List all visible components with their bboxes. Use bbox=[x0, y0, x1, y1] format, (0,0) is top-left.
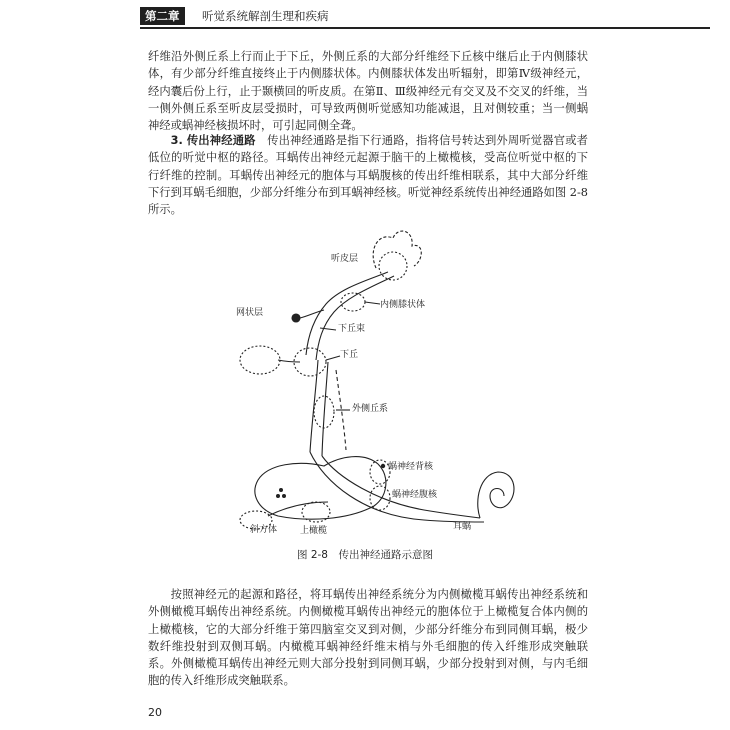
label-inferior-colliculus-tract: 下丘束 bbox=[338, 324, 366, 334]
label-superior-olive: 上橄榄 bbox=[300, 526, 328, 536]
label-reticular: 网状层 bbox=[236, 308, 264, 318]
page-number: 20 bbox=[148, 706, 162, 719]
label-cochlea: 耳蜗 bbox=[453, 522, 472, 532]
label-auditory-cortex: 听皮层 bbox=[331, 254, 359, 264]
efferent-pathway-figure bbox=[228, 220, 518, 540]
paragraph-3: 按照神经元的起源和路径，将耳蜗传出神经系统分为内侧橄榄耳蜗传出神经系统和外侧橄榄耳蜗传出神经系统。内侧橄榄耳蜗传出神经元的胞体位于上橄榄复合体内侧的上橄榄核，它的大部分纤维于第四脑室交叉到对侧，少部分纤维分布到同侧耳蜗，极少数纤维投射到双侧耳蜗。内橄榄耳蜗神经纤维末梢与外毛细胞的传入纤维形成突触联系。外侧橄榄耳蜗传出神经元则大部分投射到同侧耳蜗，少部分投射到对侧，与内毛细胞的传入纤维形成突触联系。 bbox=[148, 588, 588, 688]
label-dorsal-cochlear-nucleus: 蜗神经背核 bbox=[388, 462, 434, 472]
label-lateral-lemniscus: 外侧丘系 bbox=[352, 404, 389, 414]
section-heading-efferent: 3. 传出神经通路 bbox=[170, 134, 256, 147]
figure-caption: 图 2-8 传出神经通路示意图 bbox=[297, 549, 433, 561]
pathway-diagram bbox=[228, 220, 518, 540]
label-ventral-cochlear-nucleus: 蜗神经腹核 bbox=[392, 490, 438, 500]
label-trapezoid-body: 斜方体 bbox=[250, 525, 278, 535]
paragraph-2 bbox=[148, 132, 588, 218]
paragraph-1: 纤维沿外侧丘系上行而止于下丘，外侧丘系的大部分纤维经下丘核中继后止于内侧膝状体，有少部分纤维直接终止于内侧膝状体。内侧膝状体发出听辐射，即第Ⅳ级神经元，经内囊后份上行，止于颞横回的听皮质。在第Ⅱ、Ⅲ级神经元有交叉及不交叉的纤维，当一侧外侧丘系至听皮层受损时，可导致两侧听觉感知功能减退，且对侧较重；当一侧蜗神经或蜗神经核损坏时，可引起同侧全聋。 bbox=[148, 50, 588, 133]
label-medial-geniculate: 内侧膝状体 bbox=[380, 300, 426, 310]
running-header bbox=[140, 5, 710, 29]
paragraph-2-text: 传出神经通路是指下行通路，指将信号转达到外周听觉器官或者低位的听觉中枢的路径。耳蜗传出神经元起源于脑干的上橄榄核，受高位听觉中枢的下行纤维的控制。耳蜗传出神经元的胞体与耳蜗腹核的传出纤维相联系，其中大部分纤维下行到耳蜗毛细胞，少部分纤维分布到耳蜗神经核。听觉神经系统传出神经通路如图 2-8 所示。 bbox=[148, 134, 588, 217]
label-inferior-colliculus: 下丘 bbox=[340, 350, 359, 360]
chapter-tag: 第二章 bbox=[140, 7, 185, 25]
chapter-title: 听觉系统解剖生理和疾病 bbox=[202, 9, 329, 23]
